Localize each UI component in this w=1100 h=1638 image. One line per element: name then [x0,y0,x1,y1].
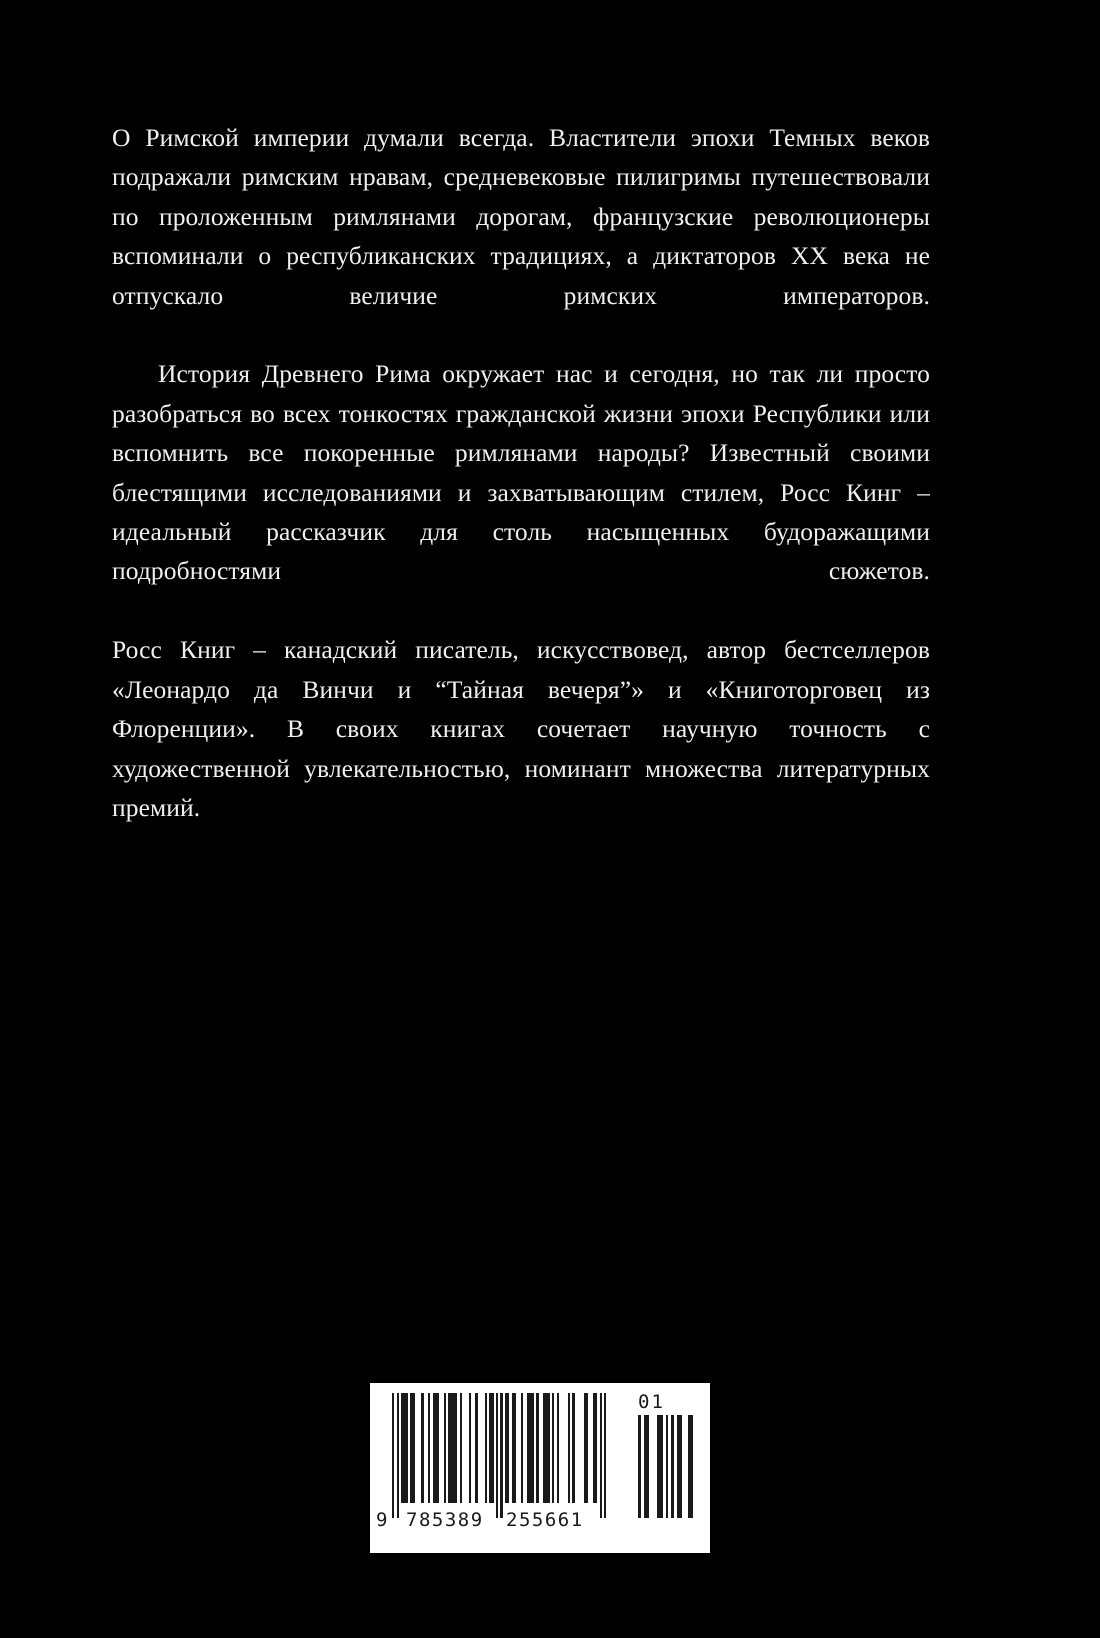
barcode-bar [410,1393,415,1503]
barcode-left-group: 785389 [406,1509,484,1531]
barcode-right-group: 255661 [506,1509,584,1531]
barcode-bar [421,1393,423,1503]
barcode-bar [604,1393,606,1518]
barcode-bar [401,1393,408,1503]
blurb-paragraph-2: История Древнего Рима окружает нас и сегодня, но так ли просто разобраться во всех тонкостях гражданской жизни эпохи Республики или вспомнить все покоренные римлянами народы? Известный своими блестящими исследованиями и захватывающим стилем, Росс Кинг – идеальный рассказчик для столь насыщенных будоражащими подробностями сюжетов. [112,359,930,586]
barcode-bar [521,1393,523,1503]
barcode-bar [444,1393,446,1503]
barcode-addon-bar [677,1415,683,1518]
barcode-bar [536,1393,538,1503]
barcode-addon-bar [671,1415,674,1518]
barcode-bar [500,1393,502,1518]
barcode-bar [448,1393,457,1503]
barcode-label [370,1383,710,1553]
barcode-bar [475,1393,477,1503]
barcode-bar [505,1393,510,1503]
barcode-bar [568,1393,570,1503]
barcode-addon-bar [688,1415,694,1518]
barcode-bar [485,1393,487,1503]
barcode-lead-digit: 9 [376,1509,389,1531]
barcode-bar [496,1393,498,1518]
barcode-bar [392,1393,394,1518]
barcode-bar [593,1393,598,1503]
barcode-bar [428,1393,430,1503]
barcode-graphic [370,1383,710,1553]
barcode-addon-bar [644,1415,650,1518]
author-bio-paragraph: Росс Книг – канадский писатель, искусствовед, автор бестселлеров «Леонардо да Винчи и “Тайная вечеря”» и «Книготорговец из Флоренции». В своих книгах сочетает научную точность с художественной увлекательностью, номинант множества литературных премий. [112,635,930,822]
barcode-addon-bar [657,1415,663,1518]
barcode-bar [460,1393,462,1503]
barcode-space [462,1393,469,1394]
barcode-addon-space [649,1415,657,1416]
barcode-bar [552,1393,554,1503]
barcode-bar [572,1393,574,1503]
barcode-addon-bar [666,1415,669,1518]
barcode-space [559,1393,568,1394]
barcode-bar [489,1393,494,1503]
barcode-bar [433,1393,440,1503]
barcode-bar [600,1393,602,1518]
blurb-paragraph-1: О Римской империи думали всегда. Властители эпохи Темных веков подражали римским нравам, средневековые пилигримы путешествовали по проложенным римлянами дорогам, французские революционеры вспоминали о республиканских традициях, а диктаторов XX века не отпускало величие римских императоров. [112,123,930,310]
barcode-bar [512,1393,517,1503]
barcode-bar [584,1393,589,1503]
barcode-space [415,1393,422,1394]
barcode-bar [543,1393,550,1503]
barcode-addon-digits: 01 [638,1391,665,1413]
barcode-bar [469,1393,471,1503]
barcode-bar [557,1393,559,1503]
ean13-bars [392,1393,607,1518]
barcode-addon-bar [638,1415,641,1518]
barcode-bar [527,1393,534,1503]
barcode-bar [397,1393,399,1518]
barcode-space [575,1393,584,1394]
blurb-text-block [112,118,930,867]
barcode-space [478,1393,485,1394]
ean-addon-bars [638,1415,693,1518]
